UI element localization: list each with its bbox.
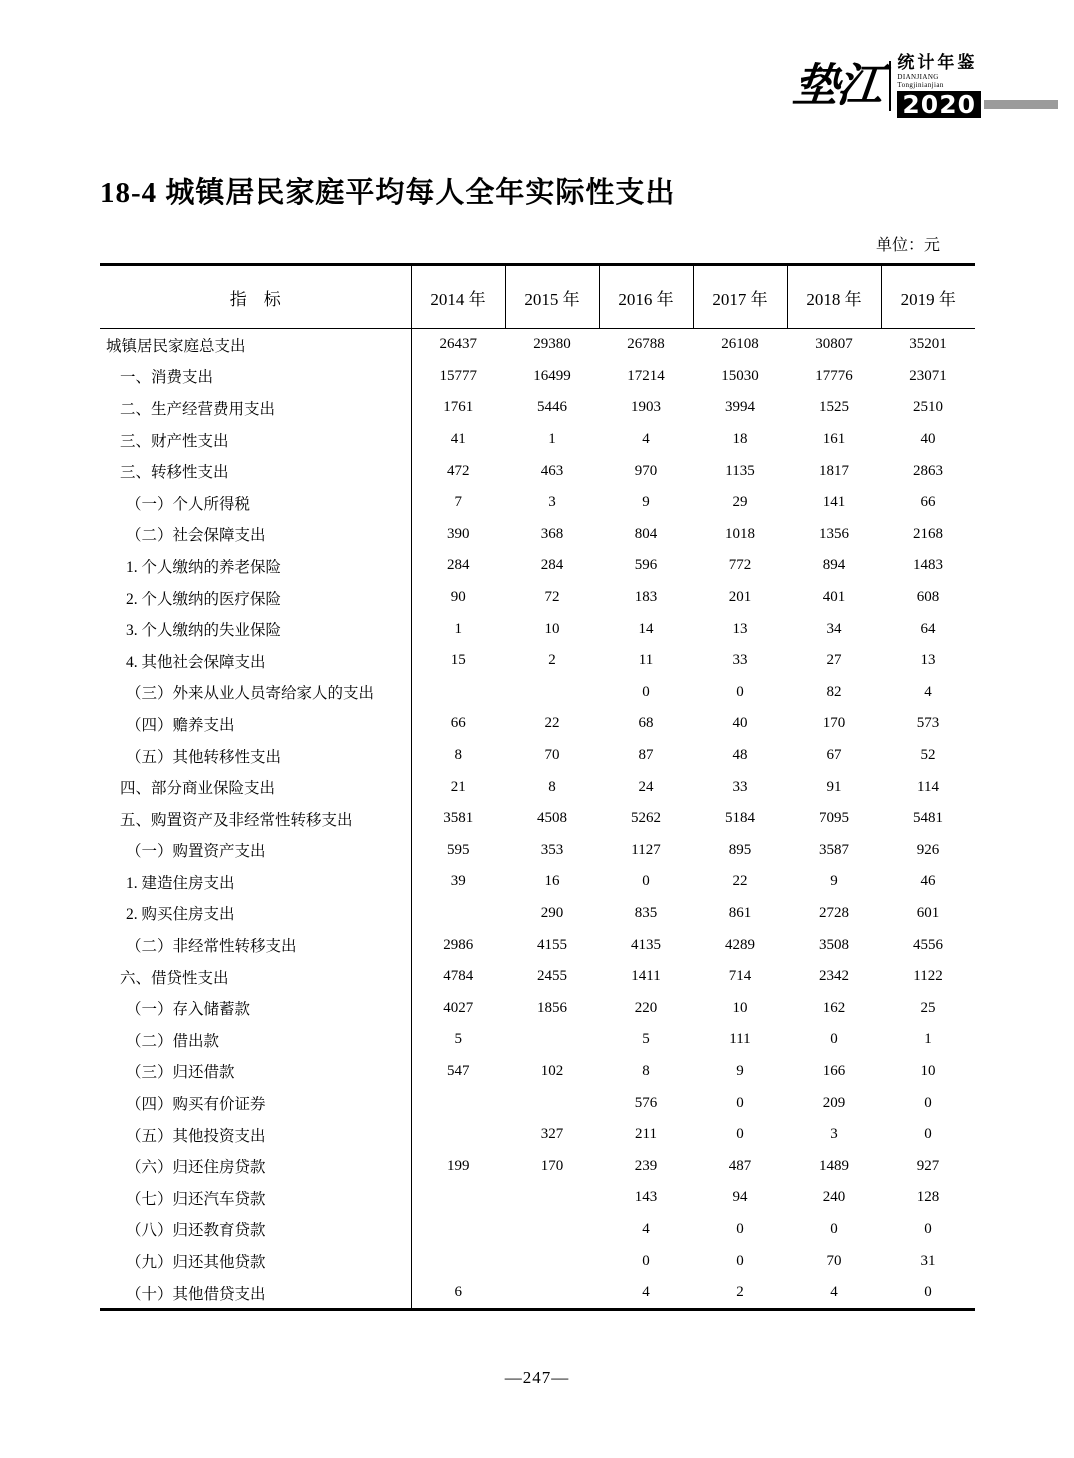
row-label: （十）其他借贷支出 [100,1277,411,1310]
value-cell: 0 [736,1126,744,1143]
value-cell: 3 [548,494,556,511]
value-cell [411,898,505,930]
expenditure-table [100,263,975,1311]
logo-yearbook-text: 统计年鉴 [897,53,978,72]
value-cell: 90 [450,589,466,606]
value-cell: 0 [924,1220,932,1237]
value-cell: 48 [732,747,748,764]
value-cell: 13 [732,620,748,637]
value-cell: 40 [732,715,748,732]
table-row [100,992,975,1024]
value-cell: 18 [732,431,748,448]
value-cell: 34 [826,620,842,637]
value-cell: 0 [924,1284,932,1301]
value-cell [505,1182,599,1214]
table-row [100,645,975,677]
value-cell: 2863 [913,462,943,479]
value-cell: 26788 [627,336,665,353]
value-cell: 2342 [819,968,849,985]
row-label: 三、财产性支出 [100,424,411,456]
value-cell: 8 [454,747,462,764]
value-cell: 7095 [819,810,849,827]
value-cell: 0 [642,873,650,890]
table-row [100,519,975,551]
row-label: 一、消费支出 [100,361,411,393]
value-cell: 4 [642,431,650,448]
value-cell: 1761 [443,399,474,416]
value-cell: 41 [450,431,466,448]
value-cell: 573 [916,715,940,732]
value-cell: 472 [447,462,470,479]
value-cell: 1 [454,620,462,637]
value-cell: 595 [447,841,470,858]
value-cell: 52 [920,747,936,764]
value-cell: 16499 [533,367,571,384]
value-cell: 114 [917,778,939,795]
value-cell: 3587 [819,841,849,858]
year-header: 2017 年 [693,265,787,329]
row-label: （九）归还其他贷款 [100,1245,411,1277]
value-cell [411,1182,505,1214]
value-cell: 15777 [439,367,477,384]
value-cell: 284 [540,557,564,574]
row-label: 2. 购买住房支出 [100,898,411,930]
value-cell: 7 [454,494,462,511]
value-cell: 39 [450,873,466,890]
row-label: （一）个人所得税 [100,487,411,519]
value-cell: 861 [728,904,752,921]
value-cell: 1903 [631,399,661,416]
value-cell [505,1214,599,1246]
value-cell: 170 [540,1157,564,1174]
value-cell [505,1024,599,1056]
value-cell: 30807 [815,336,853,353]
row-label: （三）外来从业人员寄给家人的支出 [100,677,411,709]
value-cell: 31 [920,1252,936,1269]
value-cell: 4289 [725,936,755,953]
table-row [100,1056,975,1088]
value-cell: 2168 [913,525,943,542]
table-row [100,771,975,803]
value-cell: 5 [454,1031,462,1048]
value-cell: 970 [634,462,658,479]
value-cell [411,1214,505,1246]
value-cell: 82 [826,683,842,700]
table-row [100,1182,975,1214]
row-label: （一）购置资产支出 [100,835,411,867]
value-cell: 547 [447,1062,470,1079]
value-cell: 353 [540,841,564,858]
table-row [100,361,975,393]
row-label: （七）归还汽车贷款 [100,1182,411,1214]
value-cell: 2 [736,1284,744,1301]
value-cell: 161 [822,431,846,448]
value-cell: 10 [920,1062,936,1079]
value-cell: 67 [826,747,842,764]
year-header: 2019 年 [881,265,975,329]
value-cell: 2510 [913,399,943,416]
value-cell: 1 [924,1031,932,1048]
value-cell: 5446 [537,399,567,416]
value-cell: 284 [447,557,470,574]
value-cell: 0 [830,1220,838,1237]
value-cell: 1135 [725,462,755,479]
value-cell: 3508 [819,936,849,953]
value-cell: 5481 [913,810,943,827]
value-cell [505,1245,599,1277]
value-cell: 0 [736,683,744,700]
yearbook-logo [790,53,1058,120]
value-cell [411,1119,505,1151]
logo-divider [889,61,891,111]
table-row [100,835,975,867]
value-cell: 10 [544,620,560,637]
value-cell: 68 [638,715,654,732]
table-row [100,1119,975,1151]
value-cell: 1525 [819,399,849,416]
row-label: （二）社会保障支出 [100,519,411,551]
table-row [100,582,975,614]
table-row [100,803,975,835]
logo-gray-bar [984,100,1058,109]
row-label: （四）赡养支出 [100,708,411,740]
row-label: 三、转移性支出 [100,455,411,487]
row-label: 4. 其他社会保障支出 [100,645,411,677]
value-cell: 4 [642,1284,650,1301]
value-cell: 5262 [631,810,661,827]
value-cell: 239 [634,1157,658,1174]
value-cell [411,1245,505,1277]
value-cell: 199 [447,1157,470,1174]
table-row [100,1024,975,1056]
year-header: 2016 年 [599,265,693,329]
table-row [100,487,975,519]
value-cell: 17214 [627,367,665,384]
value-cell: 141 [822,494,846,511]
value-cell: 2986 [443,936,474,953]
value-cell: 401 [822,589,846,606]
value-cell: 25 [920,999,936,1016]
table-row [100,740,975,772]
value-cell: 3994 [725,399,755,416]
value-cell: 23071 [909,367,947,384]
value-cell: 209 [822,1094,846,1111]
logo-year-row [897,91,1058,118]
value-cell: 4556 [913,936,943,953]
table-row [100,708,975,740]
value-cell: 9 [830,873,838,890]
value-cell: 4 [924,683,932,700]
table-row [100,613,975,645]
table-row [100,1087,975,1119]
value-cell: 0 [642,683,650,700]
value-cell: 24 [638,778,654,795]
value-cell: 576 [634,1094,658,1111]
value-cell: 601 [916,904,940,921]
value-cell: 0 [830,1031,838,1048]
value-cell: 835 [634,904,658,921]
table-row [100,961,975,993]
value-cell: 128 [916,1189,940,1206]
value-cell: 9 [642,494,650,511]
table-row [100,1245,975,1277]
row-label: 3. 个人缴纳的失业保险 [100,613,411,645]
value-cell: 170 [822,715,846,732]
value-cell: 4155 [537,936,567,953]
logo-right-block [897,54,1058,118]
table-row [100,898,975,930]
value-cell: 143 [634,1189,658,1206]
value-cell: 2455 [537,968,567,985]
value-cell: 8 [548,778,556,795]
logo-year-text: 2020 [897,91,981,118]
value-cell: 35201 [909,336,947,353]
table-row [100,392,975,424]
year-header: 2014 年 [411,265,505,329]
row-label: 2. 个人缴纳的医疗保险 [100,582,411,614]
logo-romanized-line1: DIANJIANG [897,72,939,81]
value-cell: 0 [736,1220,744,1237]
value-cell: 1411 [631,968,661,985]
value-cell: 33 [732,652,748,669]
value-cell: 87 [638,747,654,764]
stub-header: 指 标 [100,265,411,329]
value-cell: 4027 [443,999,474,1016]
value-cell [505,1087,599,1119]
row-label: 五、购置资产及非经常性转移支出 [100,803,411,835]
value-cell: 26437 [439,336,477,353]
value-cell: 1856 [537,999,567,1016]
value-cell: 390 [447,525,470,542]
value-cell: 1 [548,431,556,448]
value-cell: 102 [540,1062,564,1079]
value-cell: 14 [638,620,654,637]
value-cell: 894 [822,557,846,574]
value-cell: 26108 [721,336,759,353]
value-cell: 927 [916,1157,940,1174]
value-cell: 772 [728,557,752,574]
logo-romanized-line2: Tongjinianjian [897,81,944,90]
row-label: 城镇居民家庭总支出 [100,329,411,361]
value-cell: 2 [548,652,556,669]
value-cell: 608 [916,589,940,606]
table-row [100,677,975,709]
value-cell: 29 [732,494,748,511]
value-cell: 94 [732,1189,748,1206]
value-cell: 16 [544,873,560,890]
value-cell: 8 [642,1062,650,1079]
value-cell: 0 [924,1126,932,1143]
table-row [100,929,975,961]
value-cell: 162 [822,999,846,1016]
page-title: 18-4 城镇居民家庭平均每人全年实际性支出 [100,177,676,209]
value-cell: 1489 [819,1157,849,1174]
value-cell [505,1277,599,1310]
table-row [100,1150,975,1182]
row-label: （一）存入储蓄款 [100,992,411,1024]
value-cell: 327 [540,1126,564,1143]
value-cell [411,1087,505,1119]
value-cell: 10 [732,999,748,1016]
row-label: （二）借出款 [100,1024,411,1056]
table-row [100,550,975,582]
row-label: （六）归还住房贷款 [100,1150,411,1182]
value-cell: 70 [544,747,560,764]
row-label: 四、部分商业保险支出 [100,771,411,803]
value-cell: 66 [920,494,936,511]
value-cell: 11 [638,652,654,669]
value-cell [505,677,599,709]
value-cell: 1127 [631,841,661,858]
logo-calligraphy-text: 垫江 [790,60,885,112]
value-cell: 111 [729,1031,751,1048]
table-header-row [100,265,975,329]
row-label: 二、生产经营费用支出 [100,392,411,424]
value-cell: 29380 [533,336,571,353]
value-cell: 4784 [443,968,474,985]
value-cell: 804 [634,525,658,542]
value-cell: 13 [920,652,936,669]
value-cell: 4 [830,1284,838,1301]
row-label: （二）非经常性转移支出 [100,929,411,961]
row-label: 六、借贷性支出 [100,961,411,993]
value-cell: 6 [454,1284,462,1301]
value-cell: 220 [634,999,658,1016]
value-cell [411,677,505,709]
value-cell: 4 [642,1220,650,1237]
value-cell: 895 [728,841,752,858]
row-label: （五）其他转移性支出 [100,740,411,772]
value-cell: 0 [736,1252,744,1269]
value-cell: 290 [540,904,564,921]
page-number: —247— [504,1368,570,1387]
unit-label: 单位：元 [875,237,940,254]
row-label: （三）归还借款 [100,1056,411,1088]
value-cell: 72 [544,589,560,606]
value-cell: 3581 [443,810,474,827]
value-cell: 487 [728,1157,752,1174]
value-cell: 0 [736,1094,744,1111]
value-cell: 64 [920,620,936,637]
value-cell: 926 [916,841,940,858]
value-cell: 22 [732,873,748,890]
value-cell: 211 [635,1126,657,1143]
value-cell: 5184 [725,810,755,827]
table-row [100,1277,975,1310]
year-header: 2015 年 [505,265,599,329]
value-cell: 66 [450,715,466,732]
value-cell: 368 [540,525,564,542]
row-label: 1. 个人缴纳的养老保险 [100,550,411,582]
value-cell: 596 [634,557,658,574]
value-cell: 5 [642,1031,650,1048]
value-cell: 33 [732,778,748,795]
value-cell: 21 [450,778,466,795]
value-cell: 0 [642,1252,650,1269]
table-row [100,329,975,361]
table-row [100,424,975,456]
value-cell: 1817 [819,462,849,479]
value-cell: 463 [540,462,564,479]
value-cell: 15 [450,652,466,669]
value-cell: 166 [822,1062,846,1079]
value-cell: 27 [826,652,842,669]
value-cell: 201 [728,589,752,606]
value-cell: 70 [826,1252,842,1269]
row-label: （八）归还教育贷款 [100,1214,411,1246]
value-cell: 15030 [721,367,759,384]
value-cell: 46 [920,873,936,890]
value-cell: 1356 [819,525,849,542]
value-cell: 240 [822,1189,846,1206]
value-cell: 40 [920,431,936,448]
table-row [100,866,975,898]
value-cell: 1483 [913,557,943,574]
value-cell: 9 [736,1062,744,1079]
value-cell: 714 [728,968,752,985]
value-cell: 1122 [913,968,943,985]
value-cell: 22 [544,715,560,732]
value-cell: 2728 [819,904,849,921]
value-cell: 91 [826,778,842,795]
value-cell: 3 [830,1126,838,1143]
row-label: （四）购买有价证券 [100,1087,411,1119]
value-cell: 4508 [537,810,567,827]
row-label: （五）其他投资支出 [100,1119,411,1151]
table-row [100,1214,975,1246]
table-row [100,455,975,487]
value-cell: 1018 [725,525,755,542]
value-cell: 4135 [631,936,661,953]
value-cell: 183 [634,589,658,606]
value-cell: 0 [924,1094,932,1111]
row-label: 1. 建造住房支出 [100,866,411,898]
value-cell: 17776 [815,367,853,384]
year-header: 2018 年 [787,265,881,329]
